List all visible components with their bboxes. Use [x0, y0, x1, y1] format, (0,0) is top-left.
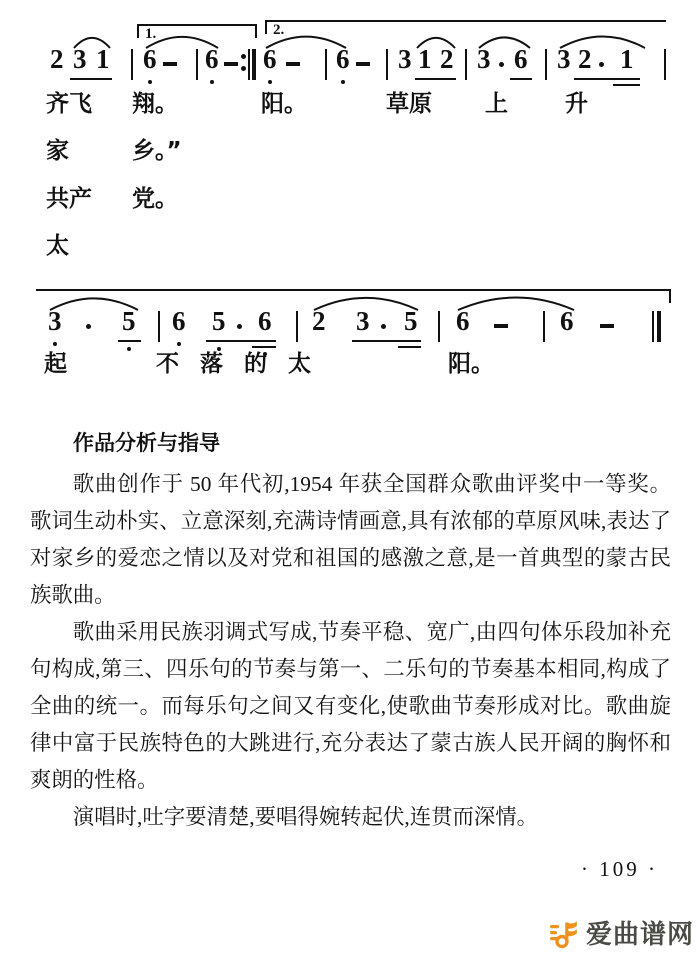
beam-underline: [352, 340, 421, 342]
repeat-dot: [241, 66, 246, 71]
lyric-syllable: 太: [46, 233, 69, 259]
augmentation-dot: [381, 324, 386, 329]
note-digit: 2: [440, 44, 454, 74]
octave-dot: [53, 342, 57, 346]
lyric-syllable: 乡。”: [132, 138, 182, 164]
note-digit: 3: [356, 306, 370, 336]
octave-dot: [341, 80, 345, 84]
barline: [248, 49, 250, 80]
section-heading: 作品分析与指导: [73, 431, 220, 455]
barline: [296, 311, 298, 342]
beam-underline: [70, 78, 112, 80]
beam-underline: [613, 84, 640, 86]
note-digit: 2: [578, 44, 592, 74]
lyric-syllable: 草原: [386, 91, 432, 117]
octave-dot: [177, 342, 181, 346]
repeat-dot: [241, 54, 246, 59]
barline: [545, 49, 547, 80]
page-number: · 109 ·: [581, 857, 658, 881]
note-digit: 6: [263, 44, 277, 74]
barline: [543, 311, 545, 342]
barline: [325, 49, 327, 80]
note-digit: 6: [560, 306, 574, 336]
lyric-syllable: 齐飞: [46, 91, 92, 117]
lyric-syllable: 阳。: [261, 91, 307, 117]
barline-thick: [252, 49, 256, 80]
note-digit: 3: [398, 44, 412, 74]
beam-underline: [252, 346, 276, 348]
note-digit: 2: [312, 306, 326, 336]
barline: [664, 49, 666, 80]
lyric-syllable: 家: [46, 138, 69, 164]
note-digit: 6: [514, 44, 528, 74]
beam-underline: [510, 78, 532, 80]
augmentation-dot: [599, 62, 604, 67]
octave-dot: [127, 347, 131, 351]
duration-dash: [286, 62, 300, 66]
analysis-text: [30, 466, 671, 836]
lyric-syllable: 的: [244, 351, 267, 377]
note-digit: 6: [143, 44, 157, 74]
lyric-syllable: 共产: [46, 186, 92, 212]
augmentation-dot: [237, 324, 242, 329]
barline: [465, 49, 467, 80]
note-digit: 3: [73, 44, 87, 74]
note-digit: 1: [418, 44, 432, 74]
lyric-syllable: 翔。: [132, 91, 178, 117]
lyric-syllable: 起: [44, 351, 67, 377]
note-digit: 3: [557, 44, 571, 74]
watermark: [549, 914, 694, 951]
note-digit: 6: [172, 306, 186, 336]
note-digit: 1: [96, 44, 110, 74]
note-digit: 6: [258, 306, 272, 336]
augmentation-dot: [499, 62, 504, 67]
lyric-syllable: 上: [485, 91, 508, 117]
duration-dash: [163, 62, 177, 66]
analysis-paragraph: 歌曲创作于 50 年代初,1954 年获全国群众歌曲评奖中一等奖。歌词生动朴实、立意深刻,充满诗情画意,具有浓郁的草原风味,表达了对家乡的爱恋之情以及对党和祖国的感激之意,是一首典型的蒙古民族歌曲。: [30, 472, 671, 607]
lyric-syllable: 落: [200, 351, 223, 377]
note-digit: 1: [620, 44, 634, 74]
note-digit: 5: [122, 306, 136, 336]
barline-thick: [657, 311, 661, 342]
beam-underline: [118, 340, 141, 342]
octave-dot: [210, 80, 214, 84]
beam-underline: [398, 346, 421, 348]
note-digit: 2: [50, 44, 64, 74]
analysis-paragraph: 歌曲采用民族羽调式写成,节奏平稳、宽广,由四句体乐段加补充句构成,第三、四乐句的节奏与第一、二乐句的节奏基本相同,构成了全曲的统一。而每乐句之间又有变化,使歌曲节奏形成对比。歌曲旋律中富于民族特色的大跳进行,充分表达了蒙古族人民开阔的胸怀和爽朗的性格。: [30, 620, 671, 792]
watermark-text: 爱曲谱网: [585, 920, 694, 949]
barline: [196, 49, 198, 80]
note-digit: 5: [404, 306, 418, 336]
lyric-syllable: 党。: [132, 186, 178, 212]
note-digit: 6: [456, 306, 470, 336]
octave-dot: [148, 80, 152, 84]
lyric-syllable: 升: [565, 91, 588, 117]
beam-underline: [574, 78, 640, 80]
augmentation-dot: [86, 324, 91, 329]
note-digit: 6: [205, 44, 219, 74]
lyric-syllable: 不: [156, 351, 179, 377]
duration-dash: [494, 324, 508, 328]
beam-underline: [206, 340, 276, 342]
note-digit: 3: [477, 44, 491, 74]
note-digit: 6: [336, 44, 350, 74]
barline: [158, 311, 160, 342]
note-digit: 5: [212, 306, 226, 336]
note-digit: 3: [48, 306, 62, 336]
barline: [131, 49, 133, 80]
analysis-paragraph: 演唱时,吐字要清楚,要唱得婉转起伏,连贯而深情。: [72, 805, 539, 829]
beam-underline: [415, 78, 456, 80]
duration-dash: [600, 324, 614, 328]
lyric-syllable: 太: [288, 351, 311, 377]
volta-number: 2.: [273, 22, 285, 38]
octave-dot: [268, 80, 272, 84]
barline: [652, 311, 654, 342]
duration-dash: [356, 62, 370, 66]
lyric-syllable: 阳。: [448, 351, 494, 377]
volta-number: 1.: [145, 26, 157, 42]
barline: [386, 49, 388, 80]
duration-dash: [224, 62, 238, 66]
barline: [438, 311, 440, 342]
music-note-icon: [549, 917, 581, 949]
